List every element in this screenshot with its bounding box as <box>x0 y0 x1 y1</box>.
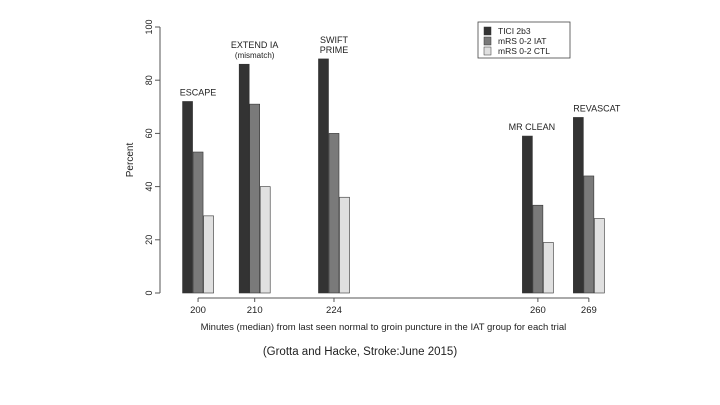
x-tick-label: 260 <box>529 305 546 316</box>
y-tick-label: 60 <box>144 128 154 139</box>
trial-label: REVASCAT <box>573 103 621 114</box>
bar <box>573 117 583 293</box>
trial-label: EXTEND IA <box>230 40 279 51</box>
bar <box>594 219 604 293</box>
legend-swatch <box>484 27 491 35</box>
trial-label: ESCAPE <box>179 87 217 98</box>
bar <box>584 176 594 293</box>
x-tick-label: 200 <box>190 305 206 316</box>
bar <box>543 242 553 293</box>
legend-swatch <box>484 47 491 55</box>
bar <box>260 187 270 293</box>
bar <box>250 104 260 293</box>
bar <box>339 197 349 293</box>
bar <box>183 101 193 293</box>
y-axis-title: Percent <box>125 142 136 178</box>
citation-caption: (Grotta and Hacke, Stroke:June 2015) <box>262 346 458 358</box>
bar <box>204 216 214 293</box>
x-tick-label: 269 <box>580 305 597 316</box>
bar <box>533 205 543 293</box>
trial-label: SWIFT <box>319 34 348 45</box>
bar <box>329 133 339 293</box>
bar <box>318 59 328 293</box>
bar <box>193 152 203 293</box>
y-tick-label: 20 <box>144 234 154 245</box>
bar <box>239 64 249 293</box>
trial-label: (mismatch) <box>234 51 275 61</box>
x-axis-title: Minutes (median) from last seen normal to groin puncture in the IAT group for each trial <box>200 322 567 333</box>
legend-label: TICI 2b3 <box>498 26 531 36</box>
y-tick-label: 100 <box>144 19 154 35</box>
legend-swatch <box>484 37 491 45</box>
y-tick-label: 80 <box>144 75 154 86</box>
trial-label: MR CLEAN <box>508 122 556 133</box>
legend-label: mRS 0-2 IAT <box>498 36 547 46</box>
x-tick-label: 210 <box>246 305 263 316</box>
legend-label: mRS 0-2 CTL <box>498 46 550 56</box>
x-tick-label: 224 <box>326 305 342 316</box>
trial-label: PRIME <box>319 44 349 55</box>
bar <box>522 136 532 293</box>
y-tick-label: 0 <box>144 290 154 296</box>
y-tick-label: 40 <box>144 181 154 192</box>
